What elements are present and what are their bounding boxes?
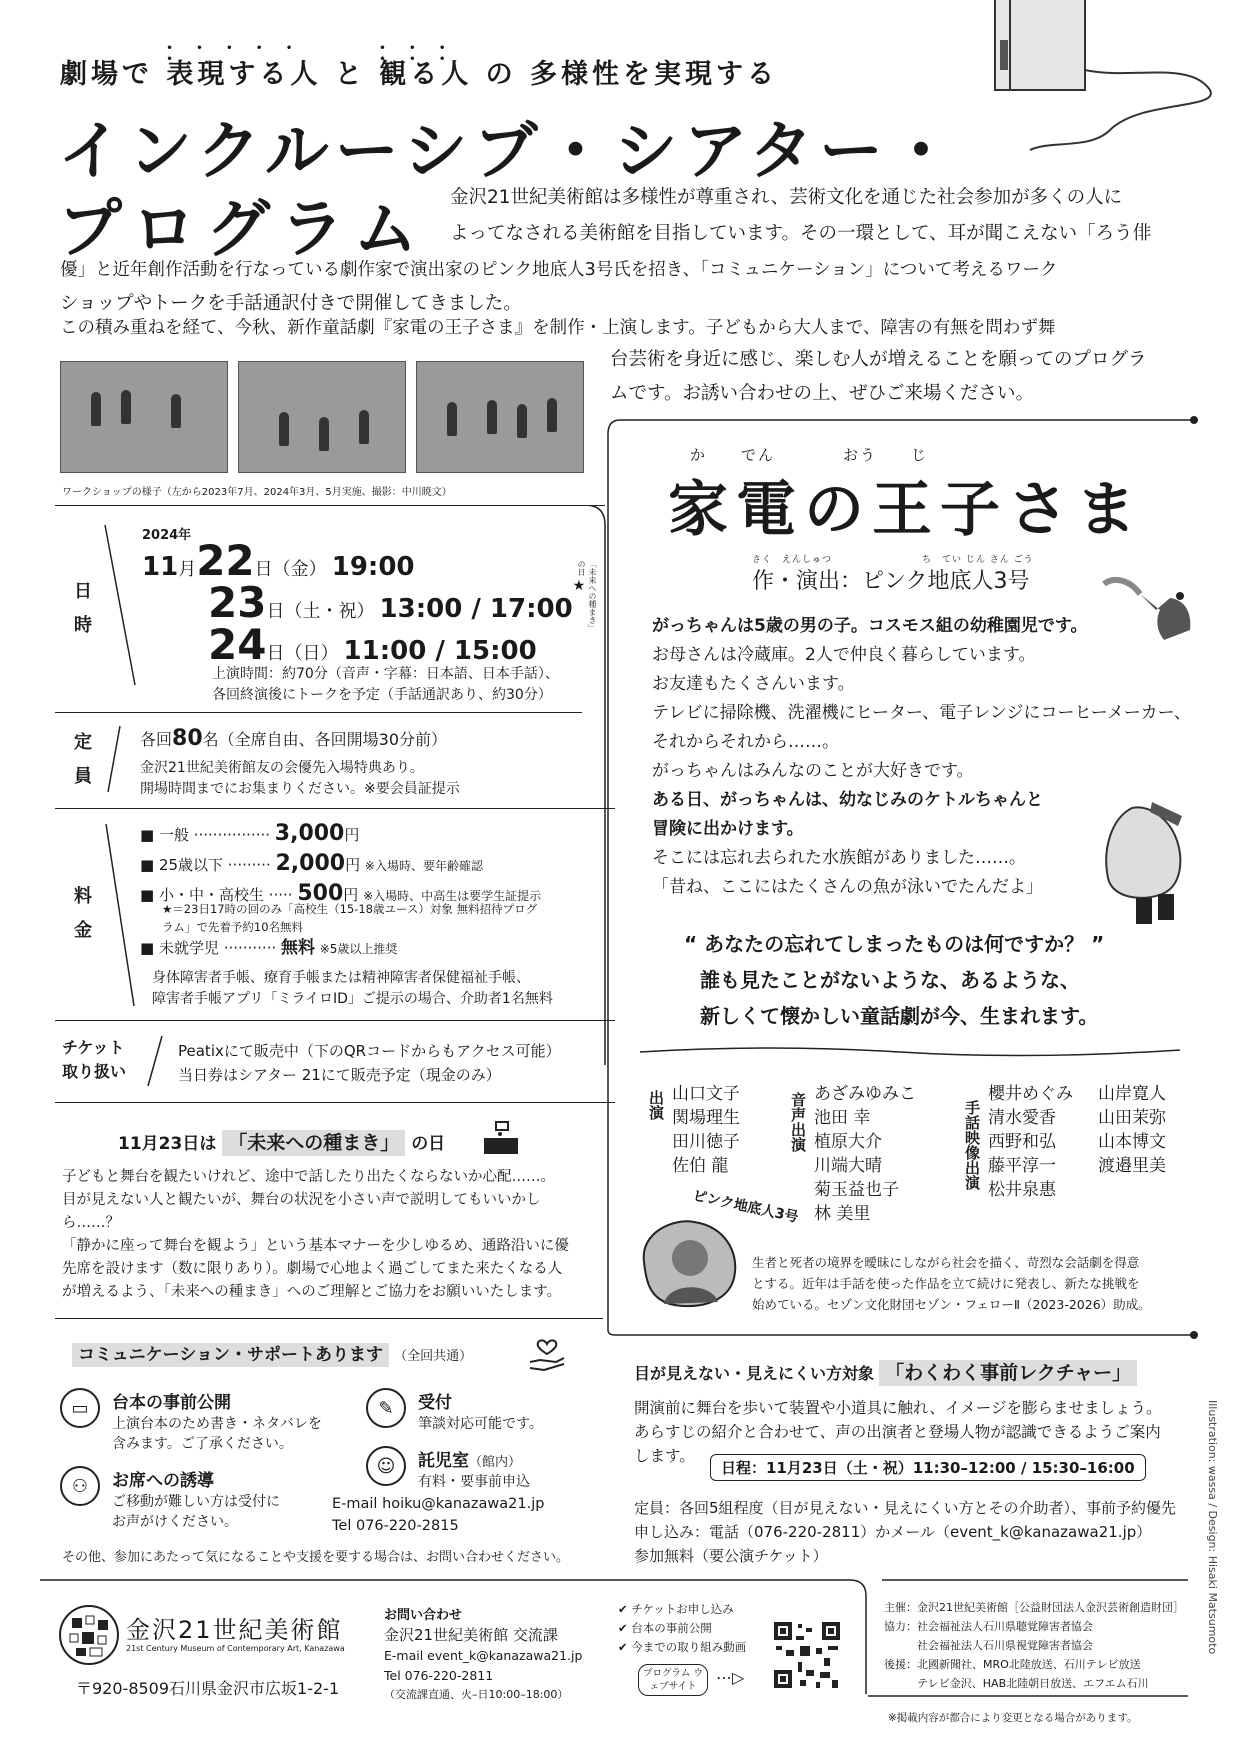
cast-name: 山本博文: [1098, 1132, 1166, 1152]
cast-actors: [672, 1082, 740, 1178]
cast-voice: [814, 1082, 916, 1226]
lecture-title: [634, 1358, 1137, 1385]
author-bio: [752, 1252, 1151, 1315]
seed-p6: が増えるよう、「未来への種まき」へのご理解とご協力をお願いいたします。: [62, 1284, 562, 1300]
cast-name: 川端大晴: [814, 1156, 882, 1176]
intro-line6: 台芸術を身近に感じ、楽しむ人が増えることを願ってのプログラ: [610, 349, 1147, 370]
lecture-p2: あらすじの紹介と合わせて、声の出演者と登場人物が認識できるようご案内: [634, 1423, 1161, 1441]
story-line: 冒険に出かけます。: [652, 819, 804, 839]
contact-hours: （交流課直通、火–日10:00–18:00）: [384, 1688, 569, 1701]
program-website-link[interactable]: プログラム ウェブサイト: [638, 1664, 708, 1696]
intro-line5: この積み重ねを経て、今秋、新作童話劇『家電の王子さま』を制作・上演します。子どもから大人まで、障害の有無を問わず舞: [60, 318, 1056, 338]
cast-sign-a: [988, 1082, 1073, 1202]
fee-note: ※入場時、要年齢確認: [364, 859, 483, 873]
cast-label-sign: 手話映像出演: [963, 1100, 981, 1190]
year: 2024年: [142, 528, 192, 543]
lecture-details: [634, 1496, 1176, 1568]
divider: [55, 1020, 615, 1021]
fee-name: ■ 一般 ················: [140, 826, 270, 844]
capacity-line3: 開場時間までにお集まりください。※要会員証提示: [140, 781, 460, 797]
baby-icon: ☺: [366, 1446, 406, 1486]
story-line: テレビに掃除機、洗濯機にヒーター、電子レンジにコーヒーメーカー、: [652, 703, 1191, 723]
museum-name: 金沢21世紀美術館: [126, 1616, 343, 1644]
author-ruby: さく えんしゅつ ち てい じん さん ごう: [752, 555, 1034, 565]
d3-time: 11:00 / 15:00: [343, 636, 537, 666]
story-line: 「昔ね、ここにはたくさんの魚が泳いでたんだよ」: [652, 877, 1043, 897]
cast-name: 佐伯 龍: [672, 1156, 729, 1176]
question-1: “ あなたの忘れてしまったものは何ですか？ ”: [684, 932, 1105, 956]
qr-checklist: [618, 1600, 746, 1657]
author-bio-2: とする。近年は手話を使った作品を立て続けに発表し、新たな挑戦を: [752, 1276, 1140, 1291]
support-footer: その他、参加にあたって気になることや支援を要する場合は、お問い合わせください。: [62, 1550, 570, 1565]
tagline-post: の 多様性を実現する: [485, 59, 779, 90]
d2-time: 13:00 / 17:00: [379, 594, 573, 624]
lecture-title-highlight: 「わくわく事前レクチャー」: [879, 1360, 1137, 1386]
cast-name: 櫻井めぐみ: [988, 1084, 1073, 1104]
disability-note-2: 障害者手帳アプリ「ミライロID」ご提示の場合、介助者1名無料: [152, 991, 553, 1007]
cast-name: 林 美里: [814, 1204, 871, 1224]
slash-divider: [100, 722, 130, 796]
cast-name: 山田茉弥: [1098, 1108, 1166, 1128]
fee-label: [72, 880, 94, 948]
refrigerator-illustration: [990, 0, 1230, 160]
fee-price: 2,000: [275, 851, 346, 876]
cast-name: 菊玉益也子: [814, 1180, 899, 1200]
story-line: そこには忘れ去られた水族館がありました……。: [652, 848, 1026, 868]
capacity-post: 名（全席自由、各回開場30分前）: [202, 730, 448, 749]
fee-table: [140, 820, 600, 910]
story-line: ある日、がっちゃんは、幼なじみのケトルちゃんと: [652, 790, 1043, 810]
fee-row: [140, 850, 600, 880]
seed-p5: 先席を設けます（数に限りあり）。劇場で心地よく過ごしてまた来たくなる人: [62, 1261, 563, 1277]
star-note: [162, 900, 537, 936]
tagline-mid: と: [334, 59, 366, 90]
intro-line3: 優」と近年創作活動を行なっている劇作家で演出家のピンク地底人3号氏を招き、「コミュニケーション」について考えるワーク: [60, 260, 1058, 280]
checklist-item: [618, 1619, 746, 1638]
support-script-text1: 上演台本のため書き・ネタバレを: [112, 1416, 322, 1432]
preschool-note: ※5歳以上推奨: [319, 942, 398, 956]
main-title-line2: プログラム: [58, 193, 428, 267]
intro-line2: よってなされる美術館を目指しています。その一環として、耳が聞こえない「ろう俳: [450, 223, 1152, 244]
support-title-note: （全回共通）: [394, 1349, 473, 1364]
author-name: ピンク地底人3号: [691, 1187, 800, 1226]
book-icon: ▭: [60, 1388, 100, 1428]
seed-title-post: の日: [411, 1134, 446, 1154]
slash-divider: [100, 520, 140, 690]
support-title-text: コミュニケーション・サポートあります: [72, 1343, 389, 1367]
support-guide-text1: ご移動が難しい方は受付に: [112, 1494, 280, 1510]
schedule-label: [72, 575, 94, 643]
date-row-3: [208, 620, 537, 669]
cooperation-1: 協力：社会福祉法人石川県聴覚障害者協会: [884, 1620, 1093, 1633]
question-2: 誰も見たことがないような、あるような、: [700, 968, 1080, 992]
seed-title: [118, 1128, 445, 1155]
fee-unit: 円: [343, 886, 359, 904]
fee-name: ■ 25歳以下 ·········: [140, 856, 271, 874]
cast-name: 山口文子: [672, 1084, 740, 1104]
d2-day: 23: [208, 578, 267, 627]
divider: [55, 1318, 603, 1319]
story-line: それからそれから……。: [652, 732, 839, 752]
support-guide-heading: お席への誘導: [112, 1471, 214, 1491]
cast-sign-b: [1098, 1082, 1166, 1178]
cast-name: 関場理生: [672, 1108, 740, 1128]
play-title: 家電の王子さま: [668, 475, 1144, 545]
seed-p1: 子どもと舞台を観たいけれど、途中で話したり出たくならないか心配……。: [62, 1169, 555, 1185]
seed-p2: 目が見えない人と観たいが、舞台の状況を小さい声で説明してもいいかし: [62, 1192, 541, 1208]
capacity-label: [72, 726, 94, 794]
cast-name: 植原大介: [814, 1132, 882, 1152]
preschool-name: ■ 未就学児 ···········: [140, 939, 277, 957]
fee-unit: 円: [344, 826, 360, 844]
fee-unit: 円: [345, 856, 361, 874]
fee-name: ■ 小・中・高校生 ·····: [140, 886, 293, 904]
nursery-tel: Tel 076-220-2815: [332, 1518, 459, 1534]
divider: [55, 505, 605, 506]
capacity-label-2: 員: [74, 766, 92, 787]
fee-label-2: 金: [74, 920, 92, 941]
museum-logo: [58, 1604, 120, 1666]
divider: [55, 712, 582, 713]
author-bio-3: 始めている。セゾン文化財団セゾン・フェローⅡ（2023-2026）助成。: [752, 1297, 1151, 1312]
support-nursery-text: 有料・要事前申込: [418, 1474, 530, 1490]
seed-body: [62, 1166, 597, 1304]
design-credit: Illustration: wassa / Design: Hisaki Matsumoto: [1206, 1400, 1219, 1655]
check-icon: ✔: [618, 1640, 628, 1654]
slash-divider: [142, 1034, 172, 1088]
disability-note-1: 身体障害者手帳、療育手帳または精神障害者保健福祉手帳、: [152, 970, 530, 986]
story-line: お友達もたくさんいます。: [652, 674, 855, 694]
divider: [55, 808, 615, 809]
support-reception-text: 筆談対応可能です。: [418, 1416, 543, 1432]
lecture-p1: 開演前に舞台を歩いて装置や小道具に触れ、イメージを膨らませましょう。: [634, 1399, 1162, 1417]
museum-name-en: 21st Century Museum of Contemporary Art, Kanazawa: [126, 1644, 345, 1653]
cast-name: 渡邉里美: [1098, 1156, 1166, 1176]
capacity-number: 80: [172, 726, 203, 751]
support-guide-text2: お声がけください。: [112, 1514, 238, 1530]
contact-tel: Tel 076-220-2811: [384, 1668, 494, 1683]
checklist-label: チケットお申し込み: [631, 1602, 734, 1616]
seed-p4: 「静かに座って舞台を観よう」という基本マナーを少しゆるめ、通路沿いに優: [62, 1238, 569, 1254]
d2-weekday: 日（土・祝）: [266, 601, 375, 622]
ticket-line2: 当日券はシアター 21にて販売予定（現金のみ）: [178, 1066, 501, 1084]
d2-star: ★: [572, 578, 586, 594]
capacity-line2: 金沢21世紀美術館友の会優先入場特典あり。: [140, 760, 424, 776]
author-portrait: [634, 1212, 744, 1312]
preschool-price: 無料: [280, 938, 315, 958]
schedule-label-1: 日: [74, 581, 92, 602]
support-script-heading: 台本の事前公開: [112, 1393, 231, 1413]
cast-label-voice: 音声出演: [789, 1092, 807, 1152]
author-bio-1: 生者と死者の境界を曖昧にしながら社会を描く、苛烈な会話劇を得意: [752, 1255, 1140, 1270]
story-line: お母さんは冷蔵庫。2人で仲良く暮らしています。: [652, 645, 1036, 665]
check-icon: ✔: [618, 1602, 628, 1616]
d1-day: 22: [196, 536, 255, 585]
seed-p3: ら……？: [62, 1215, 120, 1231]
nursery-email: E-mail hoiku@kanazawa21.jp: [332, 1496, 545, 1512]
seed-title-highlight: 「未来への種まき」: [222, 1130, 405, 1156]
contact-heading: お問い合わせ: [384, 1608, 463, 1623]
tagline-emph-a: • • • 表現する人: [166, 59, 321, 90]
tagline-emph-b: • • • 観る人: [379, 59, 472, 90]
title-ruby: か でん おう じ: [690, 446, 929, 464]
cooperation-2: 社会福祉法人石川県視覚障害者協会: [884, 1639, 1093, 1652]
support-reception-heading: 受付: [418, 1393, 452, 1413]
seed-badge: 「未来への種まき」の日: [577, 560, 597, 628]
workshop-photo-1: [60, 361, 228, 473]
organizers: [884, 1598, 1184, 1693]
lecture-capacity: 定員：各回5組程度（目が見えない・見えにくい方とその介助者）、事前予約優先: [634, 1499, 1177, 1517]
contact-org: 金沢21世紀美術館 交流課: [384, 1626, 558, 1644]
fee-price: 3,000: [274, 821, 345, 846]
helping-hand-heart-icon: [526, 1334, 568, 1374]
tagline: [60, 52, 778, 91]
ticket-label-1: チケット: [62, 1038, 125, 1057]
d1-time: 19:00: [331, 552, 415, 582]
star-note-1: ★＝23日17時の回のみ「高校生（15-18歳ユース）対象 無料招待プログ: [162, 902, 538, 916]
fee-label-1: 料: [74, 886, 92, 907]
d3-day: 24: [208, 620, 267, 669]
ticket-line1: Peatixにて販売中（下のQRコードからもアクセス可能）: [178, 1042, 561, 1060]
capacity-label-1: 定: [74, 732, 92, 753]
museum-address: 〒920-8509石川県金沢市広坂1-2-1: [76, 1679, 340, 1698]
slash-divider: [100, 820, 140, 1010]
disclaimer: ※掲載内容が都合により変更となる場合があります。: [888, 1712, 1138, 1724]
schedule-label-2: 時: [74, 615, 92, 636]
fee-price: 500: [297, 881, 344, 906]
story-line: がっちゃんは5歳の男の子。コスモス組の幼稚園児です。: [652, 616, 1088, 636]
workshop-photo-2: [238, 361, 406, 473]
checklist-label: 今までの取り組み動画: [631, 1640, 747, 1654]
support-script-text2: 含みます。ご了承ください。: [112, 1436, 293, 1452]
check-icon: ✔: [618, 1621, 628, 1635]
checklist-item: [618, 1600, 746, 1619]
workshop-photo-3: [416, 361, 584, 473]
cast-name: あざみゆみこ: [814, 1084, 916, 1104]
cast-name: 松井泉惠: [988, 1180, 1056, 1200]
question-3: 新しくて懐かしい童話劇が今、生まれます。: [700, 1004, 1099, 1028]
star-note-2: ラム」で先着予約10名無料: [162, 920, 304, 934]
lecture-schedule: 日程：11月23日（土・祝）11:30–12:00 / 15:30–16:00: [710, 1454, 1146, 1481]
wave-divider: [640, 1042, 1180, 1058]
contact-email: E-mail event_k@kanazawa21.jp: [384, 1648, 583, 1663]
divider: [55, 1102, 615, 1103]
cast-name: 藤平淳一: [988, 1156, 1056, 1176]
arrow-right-icon: ⋯▷: [716, 1668, 745, 1687]
cast-name: 西野和弘: [988, 1132, 1056, 1152]
d1-month-unit: 月: [178, 559, 197, 580]
photo-caption: ワークショップの様子（左から2023年7月、2024年3月、5月実施、撮影：中川暁文）: [62, 487, 452, 498]
sponsorship-1: 後援：北國新聞社、MRO北陸放送、石川テレビ放送: [884, 1658, 1141, 1671]
lecture-title-pre: 目が見えない・見えにくい方対象: [634, 1364, 875, 1383]
fee-row: [140, 820, 600, 850]
play-author: 作・演出：ピンク地底人3号: [752, 569, 1030, 594]
lecture-fee: 参加無料（要公演チケット）: [634, 1547, 828, 1565]
cast-name: 山岸寛人: [1098, 1084, 1166, 1104]
preschool-row: [140, 934, 397, 963]
character-illustration: [1092, 798, 1192, 928]
nursery-heading: 託児室: [418, 1451, 469, 1471]
lecture-apply: 申し込み：電話（076-220-2811）かメール（event_k@kanazawa21.jp）: [634, 1523, 1152, 1541]
main-title-line1: インクルーシブ・シアター・: [58, 115, 960, 189]
schedule-note-2: 各回終演後にトークを予定（手話通訳あり、約30分）: [212, 687, 552, 703]
lecture-p3: します。: [634, 1447, 695, 1465]
cast-name: 田川徳子: [672, 1132, 740, 1152]
cast-name: 池田 幸: [814, 1108, 871, 1128]
intro-line4: ショップやトークを手話通訳付きで開催してきました。: [60, 293, 522, 314]
cast-label-actors: 出演: [647, 1090, 665, 1120]
seed-title-pre: 11月23日は: [118, 1134, 217, 1154]
seed-sowing-icon: [482, 1116, 522, 1156]
people-guide-icon: ⚇: [60, 1466, 100, 1506]
story-line: がっちゃんはみんなのことが大好きです。: [652, 761, 974, 781]
capacity-line1: [140, 726, 447, 751]
fee-note: ※入場時、中高生は要学生証提示: [363, 889, 542, 903]
checklist-label: 台本の事前公開: [631, 1621, 712, 1635]
ticket-label: [62, 1036, 126, 1084]
d1-weekday: 日（金）: [254, 559, 327, 580]
ticket-label-2: 取り扱い: [62, 1062, 127, 1081]
schedule-note-1: 上演時間：約70分（音声・字幕：日本語、日本手話）、: [212, 666, 559, 682]
support-nursery-heading: [418, 1446, 521, 1471]
organizer: 主催：金沢21世紀美術館［公益財団法人金沢芸術創造財団］: [884, 1601, 1184, 1614]
checklist-item: [618, 1638, 746, 1657]
capacity-pre: 各回: [140, 730, 173, 749]
support-title: [72, 1340, 472, 1365]
d1-month: 11: [142, 552, 179, 582]
tagline-pre: 劇場で: [60, 59, 153, 90]
nursery-heading-note: （館内）: [469, 1455, 522, 1470]
intro-line1: 金沢21世紀美術館は多様性が尊重され、芸術文化を通じた社会参加が多くの人に: [450, 187, 1123, 208]
d3-weekday: 日（日）: [266, 643, 339, 664]
cast-name: 清水愛香: [988, 1108, 1056, 1128]
intro-line7: ムです。お誘い合わせの上、ぜひご来場ください。: [610, 383, 1035, 404]
sponsorship-2: テレビ金沢、HAB北陸朝日放送、エフエム石川: [884, 1677, 1149, 1690]
qr-code[interactable]: [772, 1620, 842, 1690]
pencil-icon: ✎: [366, 1388, 406, 1428]
